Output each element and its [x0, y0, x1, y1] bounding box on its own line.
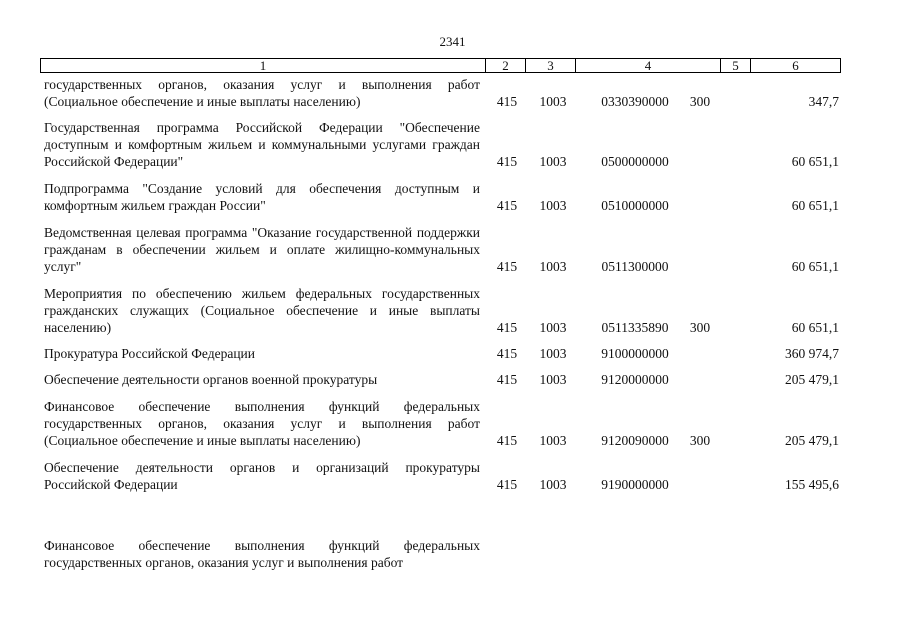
row-col-4: 0511335890: [601, 320, 669, 335]
row-col-2: 415: [496, 477, 518, 492]
row-description: Ведомственная целевая программа "Оказание государственной поддержки гражданам в обеспечении жильем и оплате жилищно-коммунальных услуг": [44, 225, 480, 274]
table-row: [40, 371, 841, 388]
table-row: [40, 345, 841, 362]
row-col-2: 415: [496, 259, 518, 274]
row-col-2: 415: [496, 433, 518, 448]
row-col-2: 415: [496, 94, 518, 109]
row-col-2: 415: [496, 154, 518, 169]
row-col-3: 1003: [539, 320, 567, 335]
row-description: Прокуратура Российской Федерации: [44, 346, 256, 361]
row-col-4: 9120000000: [601, 372, 669, 387]
header-col-4: 4: [576, 59, 721, 72]
row-col-4: 0510000000: [601, 198, 669, 213]
row-col-6: 155 495,6: [785, 477, 839, 492]
row-col-3: 1003: [539, 94, 567, 109]
row-col-3: 1003: [539, 346, 567, 361]
table-row: [40, 180, 841, 214]
row-description: Обеспечение деятельности органов военной прокуратуры: [44, 372, 378, 387]
row-col-6: 360 974,7: [785, 346, 839, 361]
table-row: [40, 224, 841, 275]
table-row: [40, 119, 841, 170]
row-col-6: 60 651,1: [791, 259, 839, 274]
header-col-3: 3: [526, 59, 576, 72]
row-col-4: 9100000000: [601, 346, 669, 361]
row-col-2: 415: [496, 346, 518, 361]
row-col-3: 1003: [539, 154, 567, 169]
row-col-3: 1003: [539, 372, 567, 387]
row-col-2: 415: [496, 198, 518, 213]
table-row: [40, 285, 841, 336]
row-col-4: 0511300000: [601, 259, 669, 274]
row-col-6: 347,7: [808, 94, 839, 109]
row-col-6: 60 651,1: [791, 320, 839, 335]
header-col-2: 2: [486, 59, 526, 72]
row-description: Государственная программа Российской Федерации "Обеспечение доступным и комфортным жильем и коммунальными услугами граждан Российской Федерации": [44, 120, 480, 169]
row-col-3: 1003: [539, 198, 567, 213]
row-description: Финансовое обеспечение выполнения функций федеральных государственных органов, оказания услуг и выполнения работ: [44, 538, 480, 570]
row-col-3: 1003: [539, 259, 567, 274]
table-row: [40, 76, 841, 110]
table-row: [40, 398, 841, 449]
row-col-5: 300: [689, 94, 711, 109]
table-row: [40, 537, 841, 571]
row-description: государственных органов, оказания услуг и выполнения работ (Социальное обеспечение и иные выплаты населению): [44, 77, 480, 109]
row-description: Финансовое обеспечение выполнения функций федеральных государственных органов, оказания услуг и выполнения работ (Социальное обеспечение и иные выплаты населению): [44, 399, 480, 448]
row-col-4: 0330390000: [601, 94, 669, 109]
row-col-2: 415: [496, 372, 518, 387]
row-col-6: 60 651,1: [791, 154, 839, 169]
header-col-6: 6: [792, 58, 799, 73]
row-col-2: 415: [496, 320, 518, 335]
row-col-6: 60 651,1: [791, 198, 839, 213]
row-col-3: 1003: [539, 433, 567, 448]
row-col-6: 205 479,1: [785, 372, 839, 387]
table-header: [40, 58, 841, 73]
row-col-4: 9190000000: [601, 477, 669, 492]
row-description: Мероприятия по обеспечению жильем федеральных государственных гражданских служащих (Социальное обеспечение и иные выплаты населению): [44, 286, 480, 335]
row-col-5: 300: [689, 433, 711, 448]
table-row: [40, 459, 841, 493]
header-col-5: 5: [721, 59, 751, 72]
header-col-1: 1: [41, 59, 486, 72]
page-number: 2341: [439, 34, 466, 49]
row-col-6: 205 479,1: [785, 433, 839, 448]
row-description: Подпрограмма "Создание условий для обеспечения доступным и комфортным жильем граждан России": [44, 181, 480, 213]
row-col-4: 0500000000: [601, 154, 669, 169]
row-col-5: 300: [689, 320, 711, 335]
row-col-3: 1003: [539, 477, 567, 492]
row-description: Обеспечение деятельности органов и организаций прокуратуры Российской Федерации: [44, 460, 480, 492]
row-col-4: 9120090000: [601, 433, 669, 448]
